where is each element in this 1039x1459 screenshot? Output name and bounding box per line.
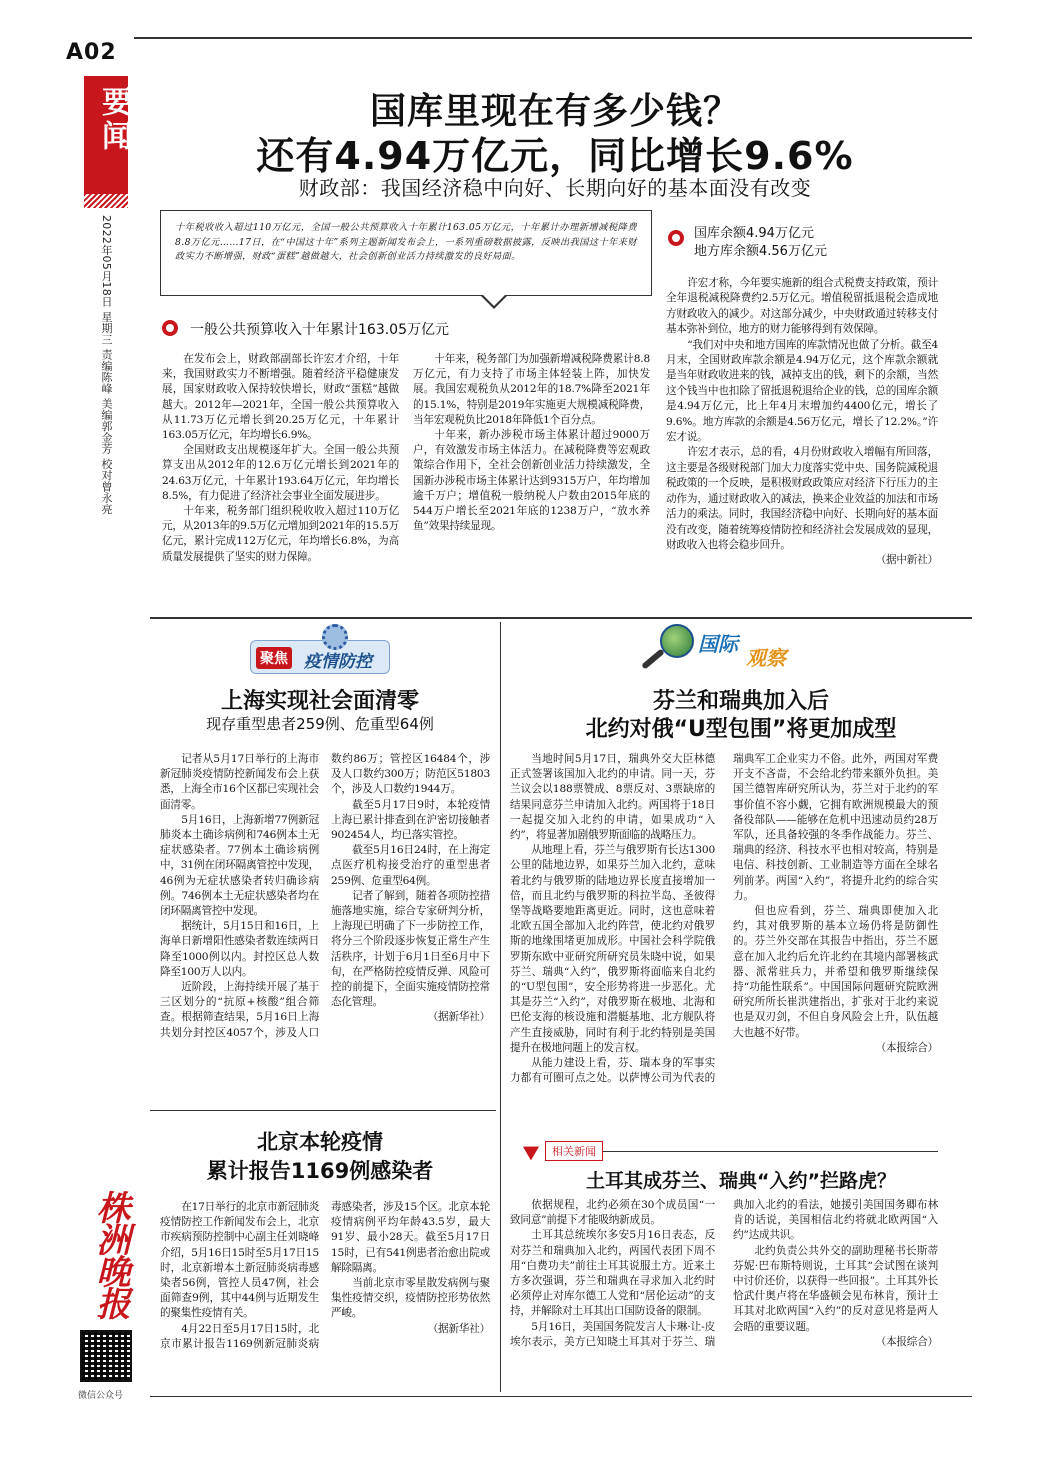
shanghai-para: 记者从5月17日举行的上海市新冠肺炎疫情防控新闻发布会上获悉，上海全市16个区都已实现社会面清零。 bbox=[160, 753, 319, 811]
section-title: 要闻 bbox=[96, 86, 131, 154]
bottom-rule bbox=[150, 1396, 972, 1397]
column-divider bbox=[500, 622, 501, 1392]
shanghai-para: 截至5月17日9时，本轮疫情上海已累计排查到在沪密切接触者902454人，均已落实管控。 bbox=[331, 798, 490, 842]
turkey-credit: （本报综合） bbox=[875, 1335, 938, 1348]
section1-para: 十年来，新办涉税市场主体累计超过9000万户，有效激发市场主体活力。在减税降费等宏观政策综合作用下，全社会创新创业活力持续激发，全国新办涉税市场主体累计达到9315万户，年均增加逾千万户；增值税一般纳税人户数由2015年底的544万户增长至2021年底的1238万户，“放水养鱼”效果持续显现。 bbox=[413, 429, 650, 533]
turkey-para: 土耳其总统埃尔多安5月16日表态，反对芬兰和瑞典加入北约，两国代表团下周不用“白费功夫”前往土耳其说服土方。近来土方多次强调，芬兰和瑞典在寻求加入北约时必须停止对库尔德工人党和“居伦运动”的支持，并解除对土耳其出口国防设备的限制。 bbox=[510, 1229, 715, 1318]
shanghai-para: 记者了解到，随着各项防控措施落地实施，综合专家研判分析，上海现已明确了下一步防控工作，将分三个阶段逐步恢复正常生产生活秩序，计划于6月1日至6月中下旬，在严格防控疫情反弹、风险可控的前提下，全面实施疫情防控常态化管理。 bbox=[331, 889, 490, 1009]
beijing-headline-2: 累计报告1169例感染者 bbox=[206, 1159, 434, 1183]
section2-para: 许宏才称，今年要实施新的组合式税费支持政策，预计全年退税减税降费约2.5万亿元。增值税留抵退税会造成地方财政收入的减少。对这部分减少，中央财政通过转移支付基本弥补到位，地方的财力能够得到有效保障。 bbox=[666, 277, 938, 336]
section1-bullet-icon-inner bbox=[166, 324, 174, 332]
shanghai-body bbox=[160, 752, 490, 1102]
shanghai-para: 截至5月16日24时，在上海定点医疗机构接受治疗的重型患者259例、危重型64例。 bbox=[331, 844, 490, 887]
section1-para: 十年来，税务部门为加强新增减税降费累计8.8万亿元，有力支持了市场主体轻装上阵，加快发展。我国宏观税负从2012年的18.7%降至2021年的15.1%，特别是2019年实施更大规模减税降费，当年宏观税负比2018年降低1个百分点。 bbox=[413, 353, 650, 426]
turkey-para: 依据规程，北约必须在30个成员国“一致同意”前提下才能吸纳新成员。 bbox=[510, 1199, 715, 1227]
section2-para: 许宏才表示，总的看，4月份财政收入增幅有所回落，这主要是各级财税部门加大力度落实党中央、国务院减税退税政策的一个反映，是积极财政政策应对经济下行压力的主动作为，通过财政收入的减法，换来企业效益的加法和市场活力的乘法。同时，我国经济稳中向好、长期向好的基本面没有改变，随着统筹疫情防控和经济社会发展成效的显现，财政收入也将会稳步回升。 bbox=[666, 446, 938, 551]
related-news-tag: 相关新闻 bbox=[545, 1141, 603, 1161]
shanghai-subhead: 现存重型患者259例、危重型64例 bbox=[206, 715, 434, 733]
magnifier-handle-icon bbox=[641, 648, 665, 669]
nato-headline-1: 芬兰和瑞典加入后 bbox=[652, 689, 829, 714]
qr-code bbox=[80, 1330, 132, 1382]
focus-badge-label-1: 聚焦 bbox=[256, 647, 292, 669]
lead-bottom-rule bbox=[150, 617, 972, 619]
nato-para: 当地时间5月17日，瑞典外交大臣林德正式签署该国加入北约的申请。同一天，芬兰议会以188票赞成、8票反对、3票缺席的结果同意芬兰申请加入北约。两国将于18日一起提交加入北约的申请，如果成功“入约”，将显著加剧俄罗斯面临的战略压力。 bbox=[510, 753, 715, 842]
lead-headline-1: 国库里现在有多少钱？ bbox=[369, 91, 740, 132]
lead-subhead: 财政部：我国经济稳中向好、长期向好的基本面没有改变 bbox=[298, 176, 812, 200]
shanghai-credit: （据新华社） bbox=[427, 1011, 490, 1024]
shanghai-para: 据统计，5月15日和16日，上海单日新增阳性感染者数连续两日降至1000例以内。封控区总人数降至100万人以内。 bbox=[160, 920, 319, 978]
section1-title: 一般公共预算收入十年累计163.05万亿元 bbox=[190, 322, 449, 338]
nato-credit: （本报综合） bbox=[875, 1041, 938, 1054]
section1-body bbox=[162, 352, 650, 612]
section2-para: “我们对中央和地方国库的库款情况也做了分析。截至4月末，全国财政库款余额是4.94万亿元，这个库款余额就是当年财政收进来的钱，减掉支出的钱，剩下的余额，当然这个钱当中也扣除了留抵退税退给企业的钱，总的国库余额是4.94万亿元，比上年4月末增加约4400亿元，增长了9.6%。地方库款的余额是4.56万亿元，增长了12.2%。”许宏才说。 bbox=[666, 338, 938, 444]
beijing-headline-1: 北京本轮疫情 bbox=[257, 1130, 383, 1154]
focus-badge-label-2: 疫情防控 bbox=[304, 652, 372, 672]
section1-para: 在发布会上，财政部副部长许宏才介绍，十年来，我国财政实力不断增强。随着经济平稳健康发展，国家财政收入保持较快增长，财政“蛋糕”越做越大。2012年—2021年，全国一般公共预算收入从11.73万亿元增长到20.25万亿元，十年累计163.05万亿元，年均增长6.9%。 bbox=[162, 353, 399, 442]
shanghai-para: 5月16日，上海新增77例新冠肺炎本土确诊病例和746例本土无症状感染者。77例本土确诊病例中，31例在闭环隔离管控中发现，46例为无症状感染者转归确诊病例。746例本土无症状感染者均在闭环隔离管控中发现。 bbox=[160, 813, 319, 918]
left-mid-rule bbox=[150, 1110, 496, 1111]
lead-credit: （据中新社） bbox=[875, 554, 938, 567]
shanghai-para: 近阶段，上海持续开展了基于三区划分的“抗原+核酸”组合筛查。根据筛查结果，5月16日上海共划分封控区4057个，涉及人口数约86万；管控区16484个，涉及人口数约300万；防范区51803个，涉及人口数约1944万。 bbox=[160, 753, 490, 1039]
turkey-body bbox=[510, 1198, 938, 1390]
nato-body bbox=[510, 752, 938, 1117]
nato-para: 从能力建设上看，芬、瑞本身的军事实力都有可圈可点之处。以萨博公司为代表的瑞典军工企业实力不俗。此外，两国对军费开支不吝啬，不会给北约带来额外负担。美国兰德智库研究所认为，芬兰对于北约的军事价值不容小觑，它拥有欧洲规模最大的预备役部队——能够在危机中迅速动员约28万军队，还具备较强的冬季作战能力。芬兰、瑞典的经济、科技水平也相对较高，特别是电信、科技创新、工业制造等方面在全球名列前茅。两国“入约”，将提升北约的综合实力。 bbox=[510, 753, 938, 1085]
turkey-headline: 土耳其成芬兰、瑞典“入约”拦路虎？ bbox=[586, 1170, 896, 1192]
section1-para: 十年来，税务部门组织税收收入超过110万亿元，从2013年的9.5万亿元增加到2021年的15.5万亿元，累计完成112万亿元，年均增长6.8%，为高质量发展提供了坚实的财力保障。 bbox=[162, 505, 399, 563]
turkey-para: 北约负责公共外交的副助理秘书长斯蒂芬妮·巴布斯特则说，土耳其“会试图在谈判中讨价还价，以获得一些回报”。土耳其外长恰武什奥卢将在华盛顿会见布林肯，预计土耳其对北欧两国“入约”的反对意见将是两人会晤的重要议题。 bbox=[733, 1244, 938, 1333]
beijing-para: 4月22日至5月17日15时，北京市累计报告1169例新冠肺炎病毒感染者，涉及15个区。北京本轮疫情病例平均年龄43.5岁，最大91岁、最小28天。截至5月17日15时，已有541例患者治愈出院或解除隔离。 bbox=[160, 1201, 490, 1350]
intro-box-pointer-inner bbox=[482, 294, 506, 306]
turkey-para: 5月16日，美国国务院发言人卡琳·让-皮埃尔表示，美方已知晓土耳其对于芬兰、瑞典加入北约的看法，她援引美国国务卿布林肯的话说，美国相信北约将就北欧两国“入约”达成共识。 bbox=[510, 1199, 938, 1348]
paper-logo: 株洲晚报 bbox=[90, 1190, 130, 1318]
nato-para: 从地理上看，芬兰与俄罗斯有长达1300公里的陆地边界，如果芬兰加入北约，意味着北约与俄罗斯的陆地边界长度直接增加一倍，而且北约与俄罗斯的科拉半岛、圣彼得堡等战略要地距离更近。同时，这也意味着北欧五国全部加入北约阵营，使北约对俄罗斯的地缘围堵更加成形。中国社会科学院俄罗斯东欧中亚研究所研究员朱晓中说，如果芬兰、瑞典“入约”，俄罗斯将面临来自北约的“U型包围”，安全形势将进一步恶化。尤其是芬兰“入约”，对俄罗斯在极地、北海和巴伦支海的核设施和潜艇基地、北方舰队将产生直接威胁，同时有利于北约特别是美国提升在极地问题上的发言权。 bbox=[510, 844, 715, 1054]
lead-headline-2: 还有4.94万亿元，同比增长9.6% bbox=[256, 134, 854, 178]
section-tab-stripes bbox=[84, 194, 128, 208]
intl-badge-label-2: 观察 bbox=[746, 646, 786, 670]
lead-intro-box bbox=[160, 210, 652, 296]
beijing-para: 当前北京市零星散发病例与聚集性疫情交织，疫情防控形势依然严峻。 bbox=[331, 1277, 490, 1320]
virus-icon bbox=[322, 624, 348, 650]
beijing-credit: （据新华社） bbox=[427, 1322, 490, 1335]
section2-title-2: 地方库余额4.56万亿元 bbox=[694, 244, 827, 259]
section1-para: 全国财政支出规模逐年扩大。全国一般公共预算支出从2012年的12.6万亿元增长到2021年的24.63万亿元，十年累计193.64万亿元，年均增长8.5%，有力促进了经济社会事业全面发展进步。 bbox=[162, 444, 399, 502]
beijing-para: 在17日举行的北京市新冠肺炎疫情防控工作新闻发布会上，北京市疾病预防控制中心副主任刘晓峰介绍，5月16日15时至5月17日15时，北京新增本土新冠肺炎病毒感染者56例，管控人员47例，社会面筛查9例，其中44例与近期发生的聚集性疫情有关。 bbox=[160, 1201, 319, 1320]
lead-intro: 十年税收收入超过110万亿元，全国一般公共预算收入十年累计163.05万亿元，十年累计办理新增减税降费8.8万亿元……17日，在“中国这十年”系列主题新闻发布会上，一系列重磅数据披露，反映出我国这十年来财政实力不断增强，财政“蛋糕”越做越大，社会创新创业活力持续激发的良好局面。 bbox=[175, 222, 637, 262]
section2-body bbox=[666, 276, 938, 598]
date-line: 2022年05月18日 星期三 责编陈峰 美编郭金芳 校对曾永亮 bbox=[100, 215, 113, 515]
qr-label: 微信公众号 bbox=[78, 1391, 124, 1401]
nato-headline-2: 北约对俄“U型包围”将更加成型 bbox=[585, 717, 897, 742]
nato-para: 但也应看到，芬兰、瑞典即使加入北约，其对俄罗斯的基本立场仍将是防御性的。芬兰外交部在其报告中指出，芬兰不愿意在加入北约后允许北约在其境内部署核武器、派常驻兵力，并希望和俄罗斯继续保持“功能性联系”。中国国际问题研究院欧洲研究所所长崔洪建指出，扩张对于北约来说也是双刃剑，不但自身风险会上升，队伍越大也越不好带。 bbox=[733, 905, 938, 1039]
intl-badge-label-1: 国际 bbox=[698, 632, 738, 656]
globe-icon bbox=[660, 624, 694, 658]
section2-bullet-icon-inner bbox=[672, 234, 680, 242]
section2-title-1: 国库余额4.94万亿元 bbox=[694, 226, 814, 241]
page-number: A02 bbox=[66, 40, 117, 65]
shanghai-headline: 上海实现社会面清零 bbox=[220, 689, 419, 714]
beijing-body bbox=[160, 1200, 490, 1390]
related-news-arrow-icon bbox=[523, 1140, 543, 1161]
related-news-rule bbox=[552, 1151, 938, 1152]
top-rule bbox=[134, 37, 972, 39]
